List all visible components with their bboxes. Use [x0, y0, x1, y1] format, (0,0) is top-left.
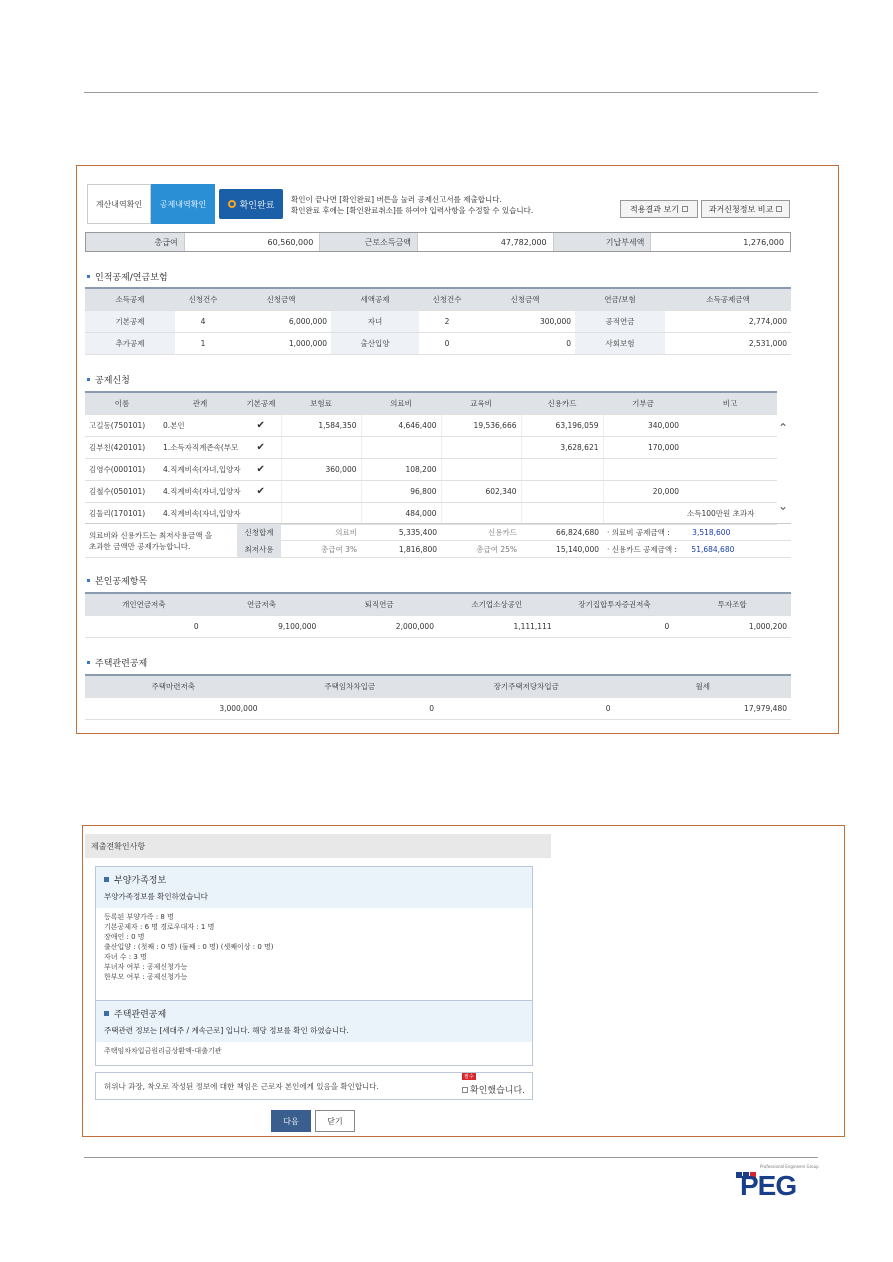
col-header: 이름: [85, 392, 159, 414]
col-header: 연금/보험: [575, 288, 665, 310]
check-icon: ✔: [241, 436, 281, 458]
bullet-icon: [87, 378, 90, 381]
table-row: [85, 414, 777, 436]
summary-label: 근로소득금액: [319, 233, 417, 251]
table-cell: 4.직계비속(자녀,입양자: [159, 502, 241, 524]
bullet-icon: [87, 275, 90, 278]
info-line: 부녀자 여부 : 공제신청가능: [104, 963, 188, 971]
table-cell: [521, 458, 603, 480]
col-header: 소득공제금액: [665, 288, 791, 310]
popup-icon: [776, 206, 782, 212]
housing-info-box: 주택관련공제 주택관련 정보는 [세대주 / 계속근로] 입니다. 해당 정보를 확인 하였습니다. 주택임차차입금원리금상환액-대출기관: [95, 1000, 533, 1066]
table-cell: [441, 458, 521, 480]
deduction-panel: [76, 165, 839, 734]
bullet-icon: [87, 579, 90, 582]
table-cell: [683, 436, 777, 458]
table-cell: [441, 502, 521, 524]
col-header: 교육비: [441, 392, 521, 414]
col-header: 월세: [615, 675, 792, 697]
col-header: 장기주택저당차입금: [438, 675, 615, 697]
table-cell: 602,340: [441, 480, 521, 502]
table-cell: [683, 458, 777, 480]
summary-value: 1,276,000: [650, 233, 790, 251]
next-button[interactable]: 다음: [271, 1110, 311, 1132]
confirm-notice: 확인이 끝나면 [확인완료] 버튼을 눌러 공제신고서를 제출합니다. 확인완료 후에는 [확인완료취소]를 하여야 입력사항을 수정할 수 있습니다.: [291, 195, 534, 215]
table-cell: 김철수(050101): [85, 480, 159, 502]
table-cell: [521, 480, 603, 502]
col-header: 투자조합: [673, 593, 791, 615]
table-cell: 3,628,621: [521, 436, 603, 458]
table-cell: 0.본인: [159, 414, 241, 436]
agree-checkbox[interactable]: 확인했습니다.: [462, 1083, 525, 1096]
col-header: 신청건수: [175, 288, 231, 310]
col-header: 관계: [159, 392, 241, 414]
personal-deduction-table: [85, 287, 791, 355]
table-cell: [683, 480, 777, 502]
table-cell: 김둘리(170101): [85, 502, 159, 524]
info-line: 출산입양 : (첫째 : 0 명) (둘째 : 0 명) (셋째이상 : 0 명): [104, 943, 274, 951]
table-cell: 360,000: [281, 458, 361, 480]
section-title: 주택관련공제: [87, 656, 147, 669]
table-cell: [603, 458, 683, 480]
table-cell: [281, 480, 361, 502]
self-deduction-table: [85, 592, 791, 638]
medical-deduction-amount: 3,518,600: [692, 527, 731, 537]
col-header: 연금저축: [203, 593, 321, 615]
table-cell: [683, 414, 777, 436]
check-icon: ✔: [241, 414, 281, 436]
col-header: 의료비: [361, 392, 441, 414]
table-cell: 96,800: [361, 480, 441, 502]
table-cell: [521, 502, 603, 524]
table-cell: 170,000: [603, 436, 683, 458]
agreement-box: 허위나 과장, 착오로 작성된 정보에 대한 책임은 근로자 본인에게 있음을 확인합니다. 필수 확인했습니다.: [95, 1072, 533, 1100]
col-header: 소득공제: [85, 288, 175, 310]
summary-label: 기납부세액: [553, 233, 651, 251]
scroll-up-icon[interactable]: ⌃: [778, 421, 789, 435]
card-deduction-amount: 51,684,680: [691, 544, 735, 554]
col-header: 장기집합투자증권저축: [556, 593, 674, 615]
square-bullet-icon: [104, 1011, 109, 1016]
info-line: 한부모 여부 : 공제신청가능: [104, 973, 188, 981]
summary-label: 총급여: [86, 233, 184, 251]
top-rule: [84, 92, 818, 93]
col-header: 비고: [683, 392, 777, 414]
table-cell: 20,000: [603, 480, 683, 502]
col-header: 소기업소상공인: [438, 593, 556, 615]
table-cell: 4.직계비속(자녀,입양자: [159, 458, 241, 480]
table-cell: 소득100만원 초과자: [683, 502, 777, 524]
table-cell: 1,584,350: [281, 414, 361, 436]
table-cell: 1.소득자직계존속(부모: [159, 436, 241, 458]
peg-logo: Professional Engineers Group PEG: [736, 1164, 816, 1204]
table-cell: [281, 502, 361, 524]
table-cell: 63,196,059: [521, 414, 603, 436]
square-bullet-icon: [104, 877, 109, 882]
check-icon: [241, 502, 281, 524]
scroll-down-icon[interactable]: ⌃: [777, 498, 788, 512]
col-header: 퇴직연금: [320, 593, 438, 615]
table-cell: 고길동(750101): [85, 414, 159, 436]
summary-value: 47,782,000: [417, 233, 553, 251]
section-title: 공제신청: [87, 373, 130, 386]
table-row: [85, 436, 777, 458]
bottom-rule: [84, 1157, 818, 1158]
pre-submit-panel: [82, 825, 845, 1137]
panel-title: 제출전확인사항: [85, 834, 551, 858]
col-header: 신용카드: [521, 392, 603, 414]
close-button[interactable]: 닫기: [315, 1110, 355, 1132]
col-header: 기부금: [603, 392, 683, 414]
table-row: [85, 480, 777, 502]
table-row: 0 9,100,000 2,000,000 1,111,111 0 1,000,200: [85, 615, 791, 637]
bullet-icon: [87, 661, 90, 664]
col-header: 기본공제: [241, 392, 281, 414]
checkbox-icon[interactable]: [462, 1087, 468, 1093]
table-cell: 340,000: [603, 414, 683, 436]
col-header: 보험료: [281, 392, 361, 414]
info-line: 장애인 : 0 명: [104, 933, 145, 941]
col-header: 세액공제: [331, 288, 419, 310]
deduction-summary-table: 의료비와 신용카드는 최저사용금액 을 초과한 금액만 공제가능합니다. 신청합계 의료비 5,335,400 신용카드 66,824,680 · 의료비 공제금액 : 3,518,600 최저사용 총급여 3% 1,816,800 총급여 25% 15,140,000 · 신용카드 공제금액 : 51,684,680: [85, 523, 791, 558]
confirm-complete-button[interactable]: 확인완료: [219, 189, 283, 219]
table-cell: [441, 436, 521, 458]
table-cell: 108,200: [361, 458, 441, 480]
col-header: 신청건수: [419, 288, 475, 310]
min-usage-note: 의료비와 신용카드는 최저사용금액 을 초과한 금액만 공제가능합니다.: [85, 524, 237, 558]
col-header: 신청금액: [475, 288, 575, 310]
compare-history-button[interactable]: 과거신청정보 비교: [701, 200, 790, 218]
table-row: [85, 502, 777, 524]
col-header: 개인연금저축: [85, 593, 203, 615]
col-header: 주택마련저축: [85, 675, 262, 697]
view-result-button[interactable]: 적용결과 보기: [620, 200, 698, 218]
table-cell: 김부친(420101): [85, 436, 159, 458]
table-cell: 4.직계비속(자녀,입양자: [159, 480, 241, 502]
section-title: 인적공제/연금보험: [87, 270, 168, 283]
table-cell: 484,000: [361, 502, 441, 524]
income-summary: [85, 232, 791, 252]
table-row: [85, 458, 777, 480]
row-header: 신청합계: [237, 524, 281, 541]
row-header: 최저사용: [237, 541, 281, 558]
popup-icon: [682, 206, 688, 212]
table-row: 3,000,000 0 0 17,979,480: [85, 697, 791, 719]
table-cell: 김영수(000101): [85, 458, 159, 480]
table-row: 기본공제 4 6,000,000 자녀 2 300,000 공적연금 2,774,000: [85, 310, 791, 332]
table-row: 추가공제 1 1,000,000 출산입양 0 0 사회보험 2,531,000: [85, 332, 791, 354]
housing-deduction-table: [85, 674, 791, 720]
info-line: 등록된 부양가족 : 8 명: [104, 913, 174, 921]
table-cell: [281, 436, 361, 458]
table-cell: 4,646,400: [361, 414, 441, 436]
summary-value: 60,560,000: [184, 233, 320, 251]
tab-deduction-review[interactable]: 공제내역확인: [151, 184, 215, 224]
info-line: 기본공제자 : 6 명 경로우대자 : 1 명: [104, 923, 215, 931]
deduction-application-table: [85, 391, 777, 525]
tab-calc-review[interactable]: 계산내역확인: [87, 184, 151, 224]
col-header: 신청금액: [231, 288, 331, 310]
required-badge: 필수: [464, 1074, 474, 1080]
check-icon: ✔: [241, 458, 281, 480]
table-cell: [361, 436, 441, 458]
check-icon: ✔: [241, 480, 281, 502]
circle-icon: [228, 200, 236, 208]
table-cell: 19,536,666: [441, 414, 521, 436]
table-cell: [603, 502, 683, 524]
col-header: 주택임차차입금: [262, 675, 439, 697]
section-title: 본인공제항목: [87, 574, 147, 587]
info-line: 자녀 수 : 3 명: [104, 953, 147, 961]
dependent-info-box: 부양가족정보 부양가족정보를 확인하였습니다 등록된 부양가족 : 8 명 기본공제자 : 6 명 경로우대자 : 1 명 장애인 : 0 명 출산입양 : (첫째 : 0 명) (둘째 : 0 명) (셋째이상 : 0 명) 자녀 수 : 3 명 부녀자 여부 : 공제신청가능 한부모 여부 : 공제신청가능: [95, 866, 533, 1034]
